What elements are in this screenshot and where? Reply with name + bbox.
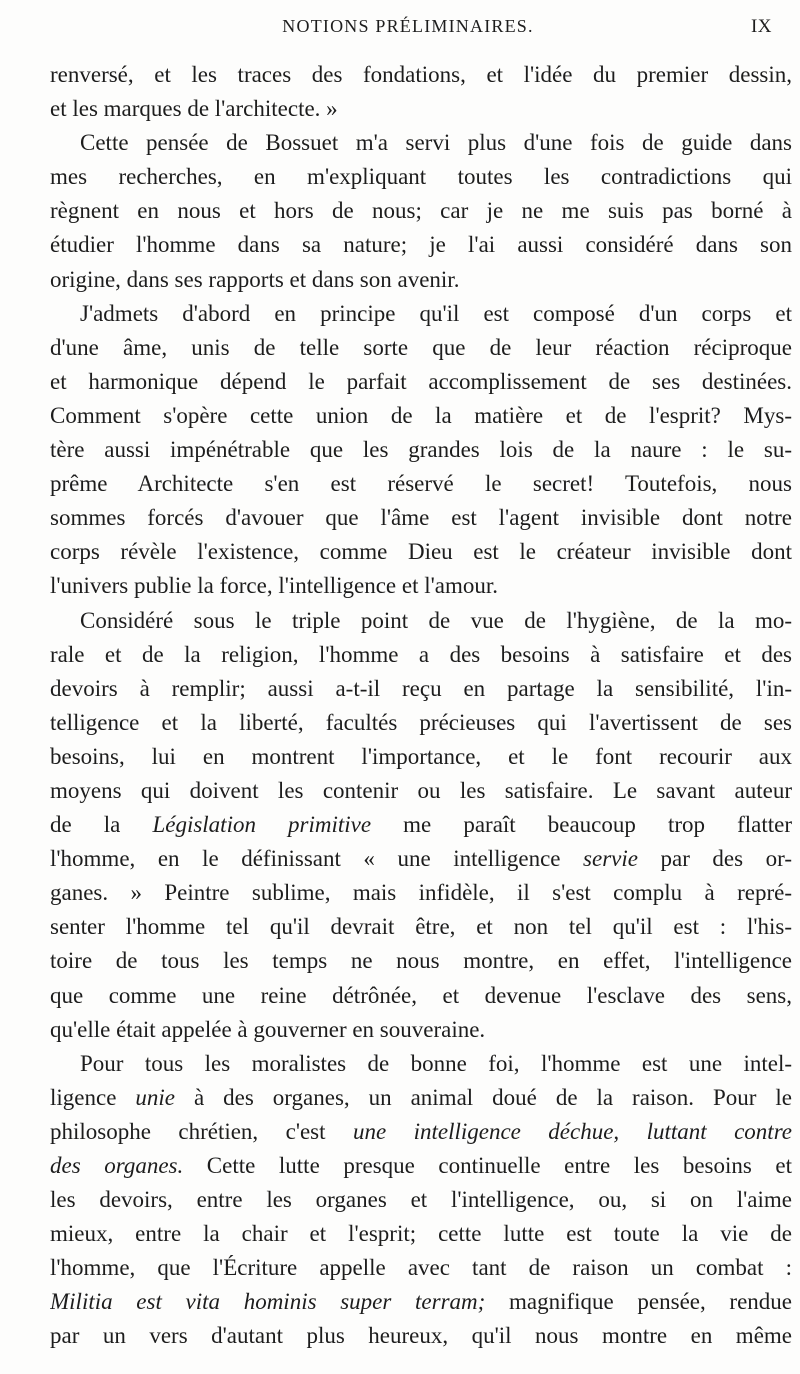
line-text: étudier l'homme dans sa nature; je l'ai aussi considéré dans son [50,232,792,258]
text-line [50,535,792,569]
line-text: que comme une reine détrônée, et devenue l'esclave des sens, [50,982,792,1008]
line-text: prême Architecte s'en est réservé le secret! Toutefois, nous [50,471,792,497]
text-line [50,842,792,876]
text-line [50,944,792,978]
line-text: Considéré sous le triple point de vue de l'hygiène, de la mo- [80,607,792,633]
line-text: règnent en nous et hors de nous; car je ne me suis pas borné à [50,198,792,224]
body-text [50,58,792,1354]
text-line [50,910,792,944]
line-text: Comment s'opère cette union de la matière et de l'esprit? Mys- [50,402,792,428]
italic-text: unie [135,1084,175,1110]
text-line [50,740,792,774]
line-text: ligence [50,1084,136,1110]
text-line [50,331,792,365]
text-line [50,1115,792,1149]
text-line [50,672,792,706]
text-line [50,808,792,842]
line-text: rale et de la religion, l'homme a des besoins à satisfaire et des [50,641,792,667]
text-line [50,979,792,1013]
line-text: les devoirs, entre les organes et l'intelligence, ou, si on l'aime [50,1187,792,1213]
text-line [50,774,792,808]
text-line [50,1047,792,1081]
line-text: me paraît beaucoup trop flatter [371,812,792,838]
text-line [50,1149,792,1183]
italic-text: Législation primitive [152,812,372,838]
line-text: origine, dans ses rapports et dans son avenir. [50,266,460,292]
text-line [50,58,792,92]
line-text: l'homme, que l'Écriture appelle avec tant de raison un combat : [50,1255,792,1281]
line-text: mieux, entre la chair et l'esprit; cette lutte est toute la vie de [50,1221,792,1247]
line-text: J'admets d'abord en principe qu'il est composé d'un corps et [80,300,792,326]
line-text: mes recherches, en m'expliquant toutes les contradictions qui [50,164,792,190]
line-text: devoirs à remplir; aussi a-t-il reçu en partage la sensibilité, l'in- [50,675,792,701]
text-line [50,399,792,433]
text-line [50,160,792,194]
text-line [50,1217,792,1251]
line-text: d'une âme, unis de telle sorte que de leur réaction réciproque [50,334,792,360]
line-text: senter l'homme tel qu'il devrait être, et non tel qu'il est : l'his- [50,914,792,940]
text-line [50,706,792,740]
text-line [50,604,792,638]
text-line [50,1319,792,1353]
text-line [50,228,792,262]
line-text: et les marques de l'architecte. » [50,96,338,122]
line-text: ganes. » Peintre sublime, mais infidèle, il s'est complu à repré- [50,880,792,906]
text-line [50,569,792,603]
italic-text: servie [583,846,638,872]
text-line [50,1251,792,1285]
line-text: l'homme, en le définissant « une intelligence [50,846,584,872]
line-text: moyens qui doivent les contenir ou les satisfaire. Le savant auteur [50,777,792,803]
text-line [50,1183,792,1217]
text-line [50,92,792,126]
line-text: renversé, et les traces des fondations, et l'idée du premier dessin, [50,62,792,87]
line-text: toire de tous les temps ne nous montre, en effet, l'intelligence [50,948,792,974]
line-text: l'univers publie la force, l'intelligence et l'amour. [50,573,499,599]
line-text: corps révèle l'existence, comme Dieu est le créateur invisible dont [50,539,792,565]
line-text: besoins, lui en montrent l'importance, et le font recourir aux [50,743,792,769]
line-text: de la [50,812,153,838]
line-text: par des or- [637,846,792,872]
line-text: Cette lutte presque continuelle entre les besoins et [183,1153,792,1178]
page-number: IX [750,16,772,37]
line-text: par un vers d'autant plus heureux, qu'il nous montre en même [50,1323,792,1349]
italic-text: des organes. [50,1153,184,1178]
line-text: tère aussi impénétrable que les grandes lois de la naure : le su- [50,437,792,463]
text-line [50,1285,792,1319]
text-line [50,433,792,467]
line-text: philosophe chrétien, c'est [50,1118,353,1144]
line-text: sommes forcés d'avouer que l'âme est l'agent invisible dont notre [50,505,792,531]
line-text: qu'elle était appelée à gouverner en souveraine. [50,1016,486,1042]
line-text: telligence et la liberté, facultés précieuses qui l'avertissent de ses [50,709,792,735]
line-text: Pour tous les moralistes de bonne foi, l'homme est une intel- [80,1050,792,1076]
text-line [50,501,792,535]
running-head: NOTIONS PRÉLIMINAIRES. [282,16,534,36]
text-line [50,365,792,399]
text-line [50,467,792,501]
text-line [50,876,792,910]
page-header [40,8,776,48]
text-line [50,263,792,297]
line-text: magnifique pensée, rendue [485,1289,792,1315]
line-text: à des organes, un animal doué de la raison. Pour le [175,1084,792,1110]
text-line [50,297,792,331]
line-text: Cette pensée de Bossuet m'a servi plus d'une fois de guide dans [80,130,792,156]
text-line [50,194,792,228]
text-line [50,1013,792,1047]
text-line [50,638,792,672]
text-line [50,126,792,160]
line-text: et harmonique dépend le parfait accomplissement de ses destinées. [50,368,792,394]
text-line [50,1081,792,1115]
italic-text: une intelligence déchue, luttant contre [352,1118,792,1144]
italic-text: Militia est vita hominis super terram; [50,1289,486,1315]
